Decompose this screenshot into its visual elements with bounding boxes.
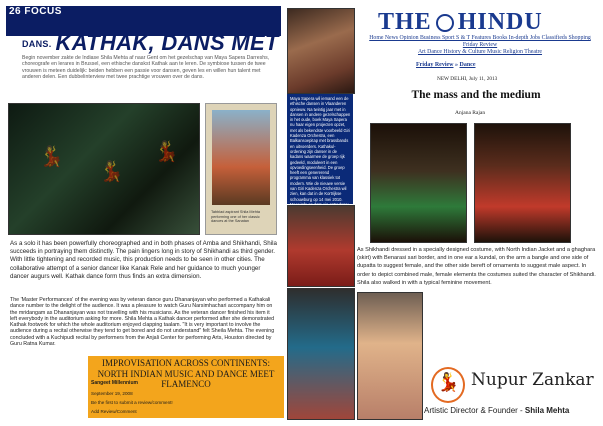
sangeet-title-line-1: IMPROVISATION ACROSS CONTINENTS: [101,358,271,368]
hindu-nav-sub[interactable]: Art Dance History & Culture Music Religion Theatre [417,49,543,55]
dancer-icon: 💃 [99,159,124,183]
headline-text: KATHAK, DANS MET [55,30,279,55]
sangeet-publication: Sangeet Millennium [91,380,138,386]
hindu-nav-main[interactable]: Home News Opinion Business Sport S & T Features Books In-depth Jobs Classifieds Shopping [369,35,591,41]
hindu-logo-left: THE [378,9,432,35]
hindu-headline: The mass and the medium [411,89,541,101]
breadcrumb-sub[interactable]: Dance [459,62,476,68]
portrait-photo [287,8,355,94]
hindu-nav-friday[interactable]: Friday Review [462,42,498,48]
hindu-byline: Anjana Rajan [455,110,486,116]
hindu-photo-dancer-green [370,123,467,243]
breadcrumb-separator: » [455,62,458,68]
blue-costume-dancer-photo [287,288,355,420]
hindu-breadcrumb [416,62,476,68]
page-number: 26 [9,6,22,17]
section-name: FOCUS [24,6,62,17]
breadcrumb-section[interactable]: Friday Review [416,62,454,68]
hindu-logo-right: HINDU [457,9,543,35]
red-costume-dancer-photo [287,205,355,287]
crest-icon [436,14,454,32]
nupur-zankar-name: Nupur Zankar [471,370,594,390]
credit-name: Shila Mehta [524,406,570,415]
article-paragraph-1: As a solo it has been powerfully choreographed and in both phases of Amba and Shikhandi, Shila succeeds in portraying them distinctly. The pain lingers long in story of Shikhandi as third gender. With little tightening and recorded music, this production needs to be seen in other cities. The collaborative attempt of a senior dancer like Kanak Rele and her guidance to much younger dancer augurs well. Kathak dance form thus finds an extra dimension. [10,240,277,280]
dancer-icon: 💃 [39,144,64,168]
hindu-dateline: NEW DELHI, July 11, 2013 [437,76,498,82]
hindu-logo[interactable] [378,9,543,36]
side-tag: DANS. [22,39,52,50]
group-dancers-photo [8,103,200,235]
sangeet-add-review-link[interactable]: Add Review/Comment [91,409,137,414]
hindu-photo-dancer-red [474,123,571,243]
sangeet-title-line-2: NORTH INDIAN MUSIC AND DANCE MEET FLAMENCO [97,369,275,389]
clipping-photo [212,110,270,205]
focus-intro: Begin november zakte de Indiase Shila Mehta af naar Gent om het gezelschap van Maya Sapera Darreshs, choreografe en lerares in Brussel, een ethische danskst Kathak aan te leren. De symbiose tussen de twee vrouwen is meteen duidelijk: beiden hebben een passie voor dansen, geven les en willen hun talent met anderen delen. Een dubbelinterview met twee prachtige vrouwen over de dans. [22,55,270,81]
dancer-icon: 💃 [437,372,460,393]
focus-section-label [9,6,62,17]
sangeet-date: September 19, 2008 [91,391,133,396]
newspaper-clipping [205,103,277,235]
credit-role: Artistic Director & Founder - [424,406,525,415]
blue-sidebar-text: Maya Sapera wil iemand een de ethische dansen in Vlaanderen opnieuw. Na twintig jaar met in dansen in andere gezelschappen in het oude, boek Maya Sapera nu haar eigen projecten opzet, met als bekendste voorbeeld Giri Kadenza Orchestra, een Balkansoepitap met brassbands en uitvoerders. Kathakul-ordening zijn danser in de kadans waarmee de groep rijk gedeeld, moduleert in een opvoedingseenheid. De groep heeft een genererend programma van klassiek tot modern. Wie de nieuwe versie van Giri Kadenza Orchestra wil zien, kan dat in de Kortrijkse schouwburg op 14 mei 2010. [290,96,351,202]
hindu-body-text: As Shikhandi dressed in a specially designed costume, with North Indian Jacket and a ghaghara (skirt) with Benarasi sari border, and in one ear a kundal, on the arm a bangle and one side of dupatta to suggest female, and the other side bereft of ornaments to suggest male aspect. In order to depict combined male, female elements the costumes suited the character of Shikhandi. Shila also walked in with a typical feminine movement. [357,247,596,286]
sangeet-review-prompt[interactable]: Be the first to submit a review/comment! [91,400,173,405]
nupur-zankar-credit [424,406,569,415]
focus-headline [22,30,279,56]
clipping-caption: Tabblad aspirant Shila Mehta performing one of her classic dances at the Sanatan [211,210,260,224]
article-paragraph-2: The 'Master Performances' of the evening was by veteran dance guru Dhananjayan who performed a Kathakali dance number to the delight of the audience. It was a pleasure to watch Guru Narsimhachari accompany him on the mridangam as Dhananjayan was not travelling with his musicians. As the veteran dancer finished his item it left everybody in the auditorium asking for more. Shila Mehta a Kathak dancer performed after she demonstrated Kathak footwork for which the whole auditorium enjoyed clapping taalam. "It is very important to involve the audience during a recital otherwise they tend to get bored and do not understand" felt Sheila Mehta. The evening concluded with a Kuchipudi recital by performers from the Anjali Center for performing Arts, Houston directed by Guru Ratna Kumar. [10,297,275,348]
dancer-icon: 💃 [154,139,179,163]
saree-dancer-photo [357,292,423,420]
